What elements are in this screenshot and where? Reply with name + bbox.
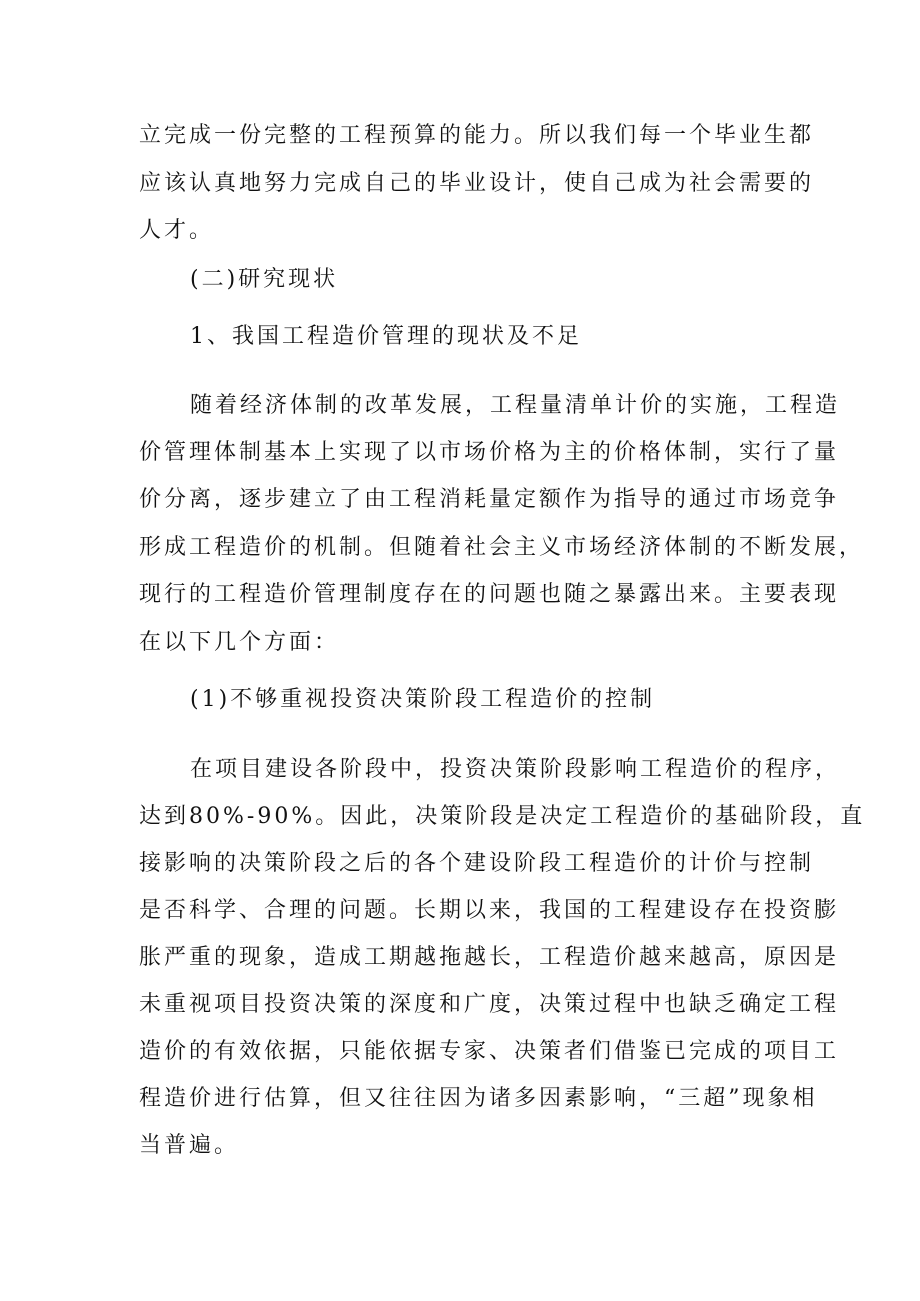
text-line: 是否科学、合理的问题。长期以来，我国的工程建设存在投资膨 [139,898,840,923]
subsection-heading: 1、我国工程造价管理的现状及不足 [190,324,582,349]
text-line: 接影响的决策阶段之后的各个建设阶段工程造价的计价与控制 [139,851,815,876]
text-line: 胀严重的现象，造成工期越拖越长，工程造价越来越高，原因是 [139,945,840,970]
text-line: 形成工程造价的机制。但随着社会主义市场经济体制的不断发展， [139,535,865,560]
subsection-heading: (1)不够重视投资决策阶段工程造价的控制 [190,687,656,712]
text-line: 随着经济体制的改革发展，工程量清单计价的实施，工程造 [190,393,841,418]
text-line: 价分离，逐步建立了由工程消耗量定额作为指导的通过市场竞争 [139,487,840,512]
section-heading: (二)研究现状 [190,267,339,292]
text-line: 立完成一份完整的工程预算的能力。所以我们每一个毕业生都 [139,123,815,148]
text-line: 未重视项目投资决策的深度和广度，决策过程中也缺乏确定工程 [139,992,840,1017]
text-line: 当普遍。 [139,1133,240,1158]
text-line: 程造价进行估算，但又往往因为诸多因素影响，“三超”现象相 [139,1086,818,1111]
text-line: 应该认真地努力完成自己的毕业设计，使自己成为社会需要的 [139,171,815,196]
text-line: 达到80%-90%。因此，决策阶段是决定工程造价的基础阶段，直 [139,804,866,829]
text-line: 人才。 [139,218,215,243]
text-line: 造价的有效依据，只能依据专家、决策者们借鉴已完成的项目工 [139,1039,840,1064]
text-line: 价管理体制基本上实现了以市场价格为主的价格体制，实行了量 [139,440,840,465]
text-line: 在以下几个方面： [139,630,340,655]
text-line: 现行的工程造价管理制度存在的问题也随之暴露出来。主要表现 [139,582,840,607]
text-line: 在项目建设各阶段中，投资决策阶段影响工程造价的程序， [190,757,841,782]
